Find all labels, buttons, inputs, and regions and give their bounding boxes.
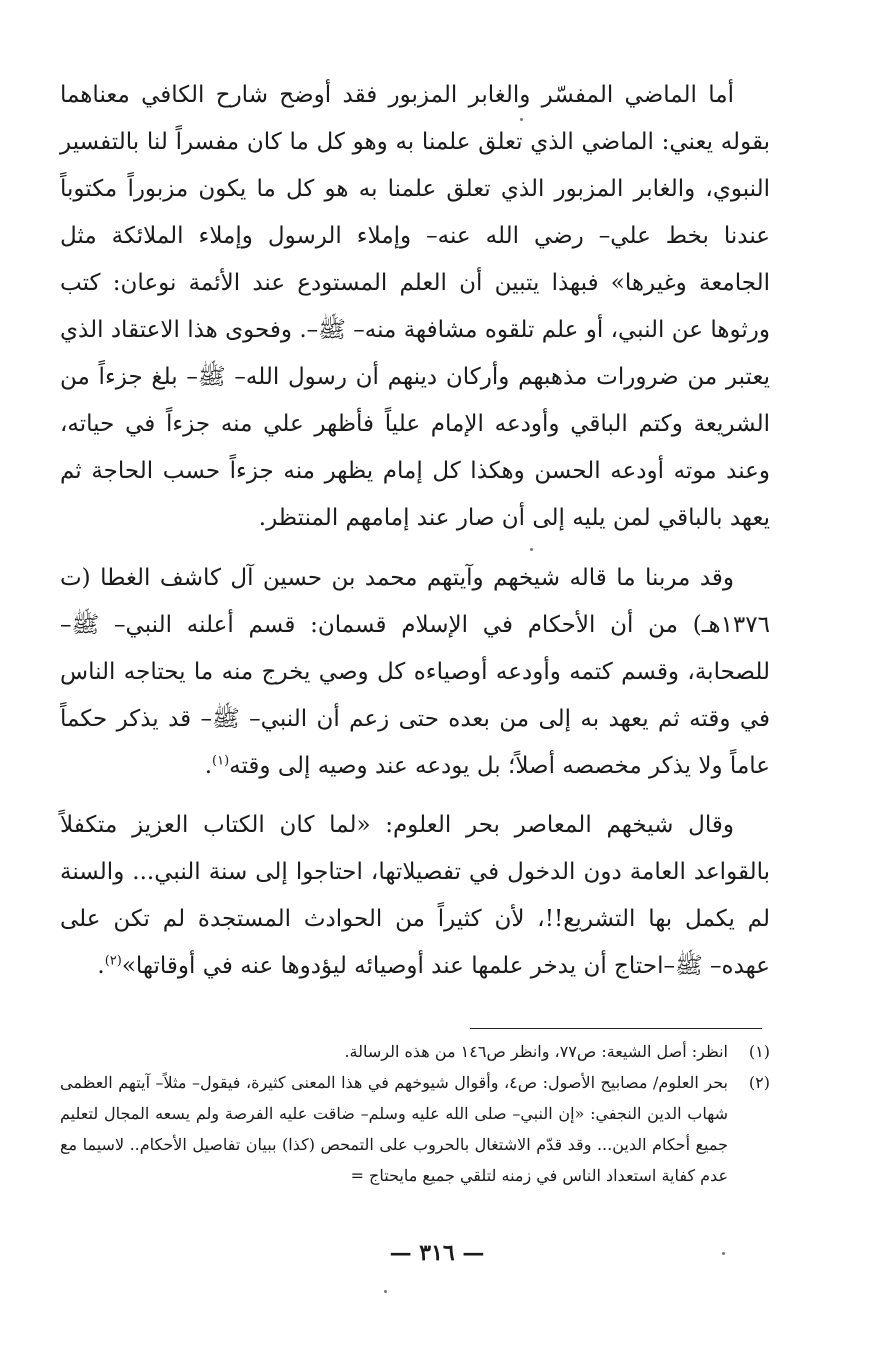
footnote-text: انظر: أصل الشيعة: ص٧٧، وانظر ص١٤٦ من هذه الرسالة. — [344, 1042, 728, 1061]
paragraph-body: وقد مربنا ما قاله شيخهم وآيتهم محمد بن حسين آل كاشف الغطا (ت ١٣٧٦هـ) من أن الأحكام في الإسلام قسمان: قسم أعلنه النبي– ﷺ– للصحابة، وقسم كتمه وأودعه أوصياءه كل وصي يخرج منه ما يحتاجه الناس في وقته ثم يعهد به إلى من بعده حتى زعم أن النبي– ﷺ– قد يذكر حكماً عاماً ولا يذكر مخصصه أصلاً؛ بل يودعه عند وصيه إلى وقته — [60, 565, 770, 779]
paragraph-text — [60, 802, 770, 990]
footnote-text: بحر العلوم/ مصابيح الأصول: ص٤، وأقوال شيوخهم في هذا المعنى كثيرة، فيقول– مثلاً– آيتهم العظمى شهاب الدين النجفي: «إن النبي– صلى الله عليه وسلم– ضاقت عليه الفرصة ولم يسعه المجال لتعليم جميع أحكام الدين... وقد قدّم الاشتغال بالحروب على التمحص (كذا) ببيان تفاصيل الأحكام.. لاسيما مع عدم كفاية استعداد الناس في زمنه لتلقي جميع مايحتاج = — [60, 1073, 729, 1185]
scan-speck — [722, 1252, 725, 1255]
footnote-1 — [60, 1036, 770, 1067]
paragraph-text — [60, 555, 770, 790]
page-number: — ٣١٦ — — [389, 1240, 485, 1266]
footnote-ref-1[interactable]: (١) — [212, 753, 230, 769]
sentence-end: . — [97, 953, 105, 979]
paragraph-1 — [60, 72, 770, 542]
footnote-ref-2[interactable]: (٢) — [104, 953, 122, 969]
sentence-end: . — [204, 753, 213, 779]
paragraph-text: أما الماضي المفسّر والغابر المزبور فقد أوضح شارح الكافي معناهما بقوله يعني: الماضي الذي تعلق علمنا به وهو كل ما كان مفسراً لنا بالتفسير النبوي، والغابر المزبور الذي تعلق علمنا به هو كل ما يكون مزبوراً مكتوباً عندنا بخط علي– رضي الله عنه– وإملاء الرسول وإملاء الملائكة مثل الجامعة وغيرها» فبهذا يتبين أن العلم المستودع عند الأئمة نوعان: كتب ورثوها عن النبي، أو علم تلقوه مشافهة منه– ﷺ–. وفحوى هذا الاعتقاد الذي يعتبر من ضرورات مذهبهم وأركان دينهم أن رسول الله– ﷺ– بلغ جزءاً من الشريعة وكتم الباقي وأودعه الإمام علياً فأظهر علي منه جزءاً في حياته، وعند موته أودعه الحسن وهكذا كل إمام يظهر منه جزءاً حسب الحاجة ثم يعهد بالباقي لمن يليه إلى أن صار عند إمامهم المنتظر. — [60, 82, 770, 531]
paragraph-3 — [60, 802, 770, 990]
paragraph-body: وقال شيخهم المعاصر بحر العلوم: «لما كان الكتاب العزيز متكفلاً بالقواعد العامة دون الدخول في تفصيلاتها، احتاجوا إلى سنة النبي... والسنة لم يكمل بها التشريع!!، لأن كثيراً من الحوادث المستجدة لم تكن على عهده– ﷺ–احتاج أن يدخر علمها عند أوصيائه ليؤدوها عنه في أوقاتها» — [60, 812, 770, 979]
footnote-number: (١) — [748, 1042, 770, 1061]
scan-speck — [520, 118, 523, 121]
footnote-2 — [60, 1067, 770, 1191]
footnote-number: (٢) — [748, 1073, 770, 1092]
footnote-divider — [470, 1028, 762, 1029]
footnotes — [60, 1036, 770, 1191]
scan-speck — [384, 1290, 387, 1293]
paragraph-2 — [60, 555, 770, 790]
scan-speck — [530, 548, 533, 551]
